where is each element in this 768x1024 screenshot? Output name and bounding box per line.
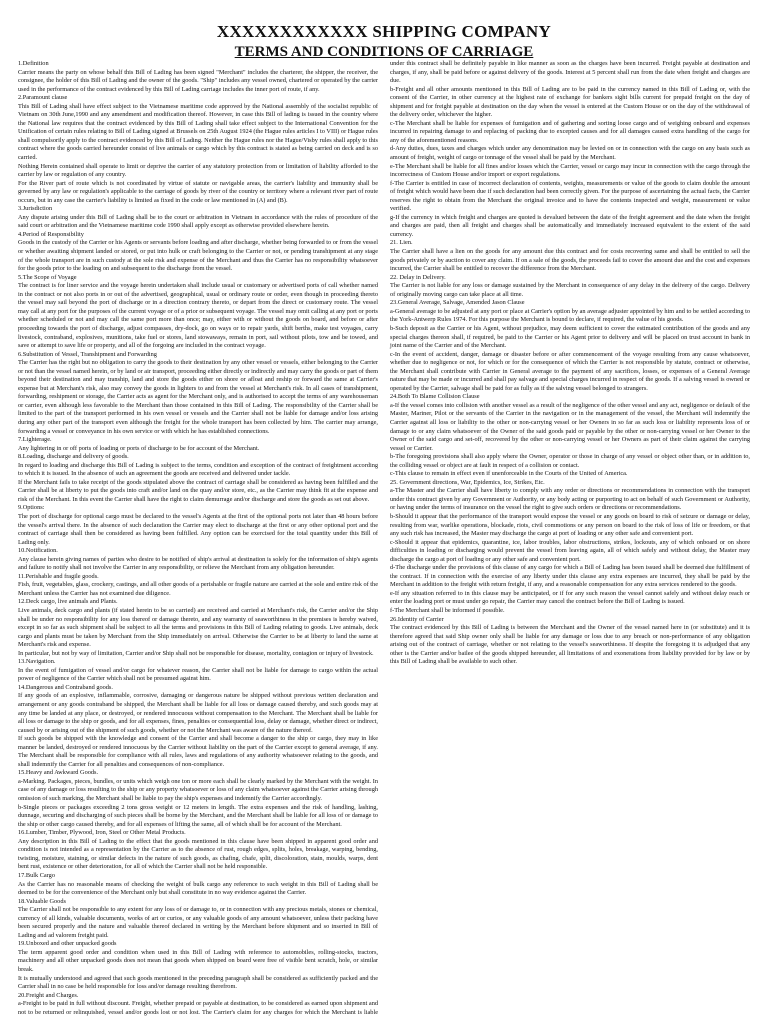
clause-paragraph: b-Freight and all other amounts mentioned in this Bill of Lading are to be paid in the currency named in this Bill of Lading or, with the consent of the Carrier, in other currency at the highest rate of exchange for bankers sight bills current for prepaid freight on the day of shipment and for freight payable at destination on the day when the vessel is entered at the Custom House or on the day of the withdrawal of the delivery order, whichever the higher.: [390, 85, 750, 119]
section-heading: 8.Loading, discharge and delivery of goods.: [18, 453, 129, 461]
section-heading: 20.Freight and Charges.: [18, 991, 79, 999]
clause-paragraph: d-The discharge under the provisions of this clause of any cargo for which a Bill of Lading has been issued shall be deemed due fulfillment of the contract. If in connection with the exercise of any liberty under this clause any extra expenses are incurred, they shall be paid by the Merchant in addition to the freight with return freight, if any, and a reasonable compensation for any extra services rendered to the goods.: [390, 564, 750, 589]
clause-paragraph: e-If any situation referred to in this clause may be anticipated, or if for any such reason the vessel cannot safely and without delay reach or enter the loading port or must under go repair, the Carrier may cancel the contract before the Bill of Lading is issued.: [390, 589, 750, 606]
clause-paragraph: If such goods be shipped with the knowledge and consent of the Carrier and shall become a danger to the ship or cargo, they may in like manner be landed, destroyed or rendered innocuous by the Carrier without liability on the part of the Carrier except to general average, if any. The Merchant shall be responsible for compliance with all rules, laws and regulations of any authority whatsoever relating to the goods, and shall indemnify the Carrier for all penalties and consequences of non-compliance.: [18, 735, 378, 768]
section-heading: 19.Unboxed and other unpacked goods: [18, 940, 117, 948]
clause-paragraph: a-Marking. Packages, pieces, bundles, or units which weigh one ton or more each shall be clearly marked by the Merchant with the weight. In case of any damage or loss resulting to the ship or any property whatsoever or loss of any claim whatsoever against the Carrier arising through omission of such marking, the Merchant shall be liable to pay the ship's expenses and indemnify the Carrier accordingly.: [18, 777, 378, 803]
clause-paragraph: Any dispute arising under this Bill of Lading shall be to the court or arbitration in Vietnam in accordance with the rules of procedure of the said court or arbitration and the Vietnamese maritime code 1990 shall apply except as otherwise provided elsewhere herein.: [18, 213, 378, 230]
clause-paragraph: d-Any duties, dues, taxes and charges which under any denomination may be levied on or in connection with the cargo on any basis such as amount of freight, weight of cargo or tonnage of the vessel shall be paid by the Merchant.: [390, 145, 750, 162]
clause-paragraph: g-If the currency in which freight and charges are quoted is devalued between the date of the freight agreement and the date when the freight and charges are paid, then all freight and charges shall be automatically and immediately increased equivalent to the extent of the said currency.: [390, 213, 750, 238]
clause-paragraph: As the Carrier has no reasonable means of checking the weight of bulk cargo any reference to such weight in this Bill of Lading shall be deemed to be for the convenience of the Merchant only but shall constitute in no way evidence against the Carrier.: [18, 880, 378, 897]
clause-paragraph: The term apparent good order and condition when used in this Bill of Lading with reference to automobiles, rolling-stocks, tractors, machinery and all other unpacked goods does not mean that goods when shipped on board were free of visible bent scratch, hole, or similar break.: [18, 948, 378, 973]
section-heading: 1.Definition: [18, 60, 49, 67]
clause-paragraph: The Carrier shall not be responsible to any extent for any loss of or damage to, or in connection with any precious metals, stones or chemical, currency of all kinds, valuable documents, works of art or curios, or any valuable goods of any amount whatsoever, unless their packing have been secured properly and the nature and valuable thereof declared in writing by the Merchant before shipment and so inserted in Bill of Lading and ad valorem freight paid.: [18, 906, 378, 939]
section-heading: 24.Both To Blame Collision Clause: [390, 393, 480, 401]
clause-paragraph: a-Freight to be paid in full without discount. Freight, whether prepaid or payable at destination, to be considered as earned upon shipment and not to be returned or relinquished, vessel and/or goods lost or not lost. The Carrier's claim for any charges for which the Merchant is liable under this contract shall be definitely payable in like manner as soon as the charges have been incurred. Freight payable at destination and charges, if any, shall be paid before or against delivery of the goods. Interest at 5 percent shall run from the date when freight and charges are due.: [18, 60, 750, 1016]
section-heading: 26.Identity of Carrier: [390, 615, 444, 623]
clause-paragraph: The contract evidenced by this Bill of Lading is between the Merchant and the Owner of the vessel named here in (or substitute) and it is therefore agreed that said Ship owner only shall be liable for any damage or loss due to any breach or non-performance of any obligation arising out of the contract of carriage, whether or not relating to the vessel's seaworthiness. If despite the foregoing it is adjudged that any other is the Carrier and/or bailee of the goods shipped hereunder, all limitations of and exonerations from liability provided for by law or by this Bill of Lading shall be available to such other.: [390, 624, 750, 666]
clause-paragraph: The contract is for liner service and the voyage herein undertaken shall include usual or customary or advertised ports of call whether named in the contract or not also ports in or out of the advertised, geographical, usual or ordinary route or order, even though in proceeding thereto the vessel may sail beyond the port of discharge or in a direction contrary thereto, or depart from the direct or customary route. The vessel may call at any port for the purposes of the current voyage or of a prior or subsequent voyage. The vessel may omit calling at any port or ports whether scheduled or not and may call the same port more than once; may, either with or without the goods on board, and before or after proceeding towards the port of discharge, adjust compasses, dry-dock, go on ways or to repair yards, shift berths, make test voyages, carry livestock, contraband, explosives, munitions, take fuel or stores, land stowaways, remain in port, sail without pilots, tow and be towed, and save or attempt to save life or property, and all of the forgoing are included in the contract voyage.: [18, 282, 378, 350]
clause-paragraph: a-General average to be adjusted at any port or place at Carrier's option by an average adjuster appointed by him and to be settled according to the York-Antwerp Rules 1974. For this purpose the Merchant is bound to declare, if required, the value of his goods.: [390, 307, 750, 324]
clause-paragraph: Fish, fruit, vegetables, glass, crockery, castings, and all other goods of a perishable or fragile nature are carried at the sole and entire risk of the Merchant unless the Carrier has not examined due diligence.: [18, 581, 378, 597]
clause-paragraph: Goods in the custody of the Carrier or his Agents or servants before loading and after discharge, whether being forwarded to or from the vessel or whether awaiting shipment landed or stored, or put into hulk or craft belonging to the Carrier or not, or pending transhipment at any stage of the whole transport are in such custody at the sole risk and expense of the Merchant and thus the Carrier has no responsibility whatsoever for the goods prior to the loading on and subsequent to the discharge from the vessel.: [18, 239, 378, 273]
section-heading: 22. Delay in Delivery.: [390, 273, 446, 281]
clause-paragraph: f-The Carrier is entitled in case of incorrect declaration of contents, weights, measurements or value of the goods to claim double the amount of freight which would have been due if such declaration had been correctly given. For the purpose of ascertaining the actual facts, the Carrier reserves the right to obtain from the Merchant the original invoice and to have the contents inspected and weight, measurement or value verified.: [390, 179, 750, 213]
clause-paragraph: Any description in this Bill of Lading to the effect that the goods mentioned in this clause have been shipped in apparent good order and condition is not intended as a representation by the Carrier as to the absence of rust, rough edges, splits, holes, breakage, warping, bending, twisting, moisture, staining, or similar defects in the nature of such goods, as chafing, chafe, split, discoloration, stain, moulds, warps, dent bent rust, existence or other deterioration, for all of which the Carrier shall not be held responsible.: [18, 837, 378, 871]
section-heading: 3.Jurisdiction: [18, 205, 53, 213]
section-heading: 14.Dangerous and Contraband goods.: [18, 683, 113, 691]
section-heading: 23.General Average, Salvage, Amended Jason Clause: [390, 299, 525, 307]
section-heading: 4.Period of Responsibility: [18, 230, 84, 238]
clause-paragraph: Carrier means the party on whose behalf this Bill of Lading has been signed "Merchant" includes the charterer, the shipper, the receiver, the consignee, the holder of this Bill of Lading and the owner of the goods. "Ship" includes any vessel owned, chartered or operated by the carrier used in the performance of the contract evidenced by this Bill of Lading carriage includes the inner port of route, if any.: [18, 68, 378, 93]
section-heading: 7.Lighterage.: [18, 436, 52, 444]
section-heading: 2.Paramount clause: [18, 94, 68, 102]
clause-paragraph: Any clause herein giving names of parties who desire to be notified of ship's arrival at destination is solely for the information of ship's agents and failure to notify shall not involve the Carrier in any responsibility, or relieve the Merchant from any obligation hereunder.: [18, 555, 378, 572]
section-heading: 5.The Scope of Voyage: [18, 273, 77, 281]
section-heading: 13.Navigation.: [18, 658, 56, 666]
document-title: TERMS AND CONDITIONS OF CARRIAGE: [234, 44, 534, 60]
clause-paragraph: The Carrier is not liable for any loss or damage sustained by the Merchant in consequence of any delay in the delivery of the cargo. Delivery of originally moving cargo can take place at all time.: [390, 282, 750, 298]
clause-paragraph: Any lightering in or off ports of loading or ports of discharge to be for account of the Merchant.: [18, 444, 260, 452]
clause-paragraph: f-The Merchant shall be informed if possible.: [390, 607, 505, 614]
clause-paragraph: a-If the vessel comes into collision with another vessel as a result of the negligence of the other vessel and any act, negligence or default of the Master, Mariner, Pilot or the servants of the Carrier in the navigation or in the management of the vessel, the Merchant will indemnify the Carrier against all loss or liability to the other or non-carrying vessel or her Owners in so far as such loss or liability represents loss of or damage to or any claim whatsoever of the Owner of the said goods paid or payable by the other or non-carrying vessel or her Owner to the Owner of the said cargo and set-off, recovered by the other or non-carrying vessel or her Owners as part of their claim against the carrying vessel or Carrier.: [390, 401, 750, 452]
clause-paragraph: The Carrier has the right but no obligation to carry the goods to their destination by any other vessel or vessels, either belonging to the Carrier or not than the vessel named herein, or by land or air transport, proceeding either directly or indirectly and may carry the goods or part of them beyond their destination and may tranship, land and store the goods either on shore or afloat and reship or forward the same at Carrier's expense but at Merchant's risk, also may convey the goods in lighters to and from the vessel at Merchant's risk. In all cases of transhipment, forwarding, reshipment or storage, the Carrier acts as agent for the Merchant only, and is authorised to accept the terms of any warehouseman or carrier, even although less favorable to the Merchant than those contained in this Bill of Lading. The responsibility of the Carrier shall be limited to the part of the transport performed in his own vessel or vessels and the Carrier shall not be liable for damage and/or loss arising during any other part of the transport even although the freight for the whole transport has been collected by him. The carrier may arrange, forwarding a vessel or conveyance in his own service or with which he has established connections.: [18, 359, 378, 435]
document-header: [0, 22, 768, 61]
section-heading: 15.Heavy and Awkward Goods.: [18, 769, 99, 777]
section-heading: 9.Options:: [18, 504, 45, 512]
clause-paragraph: In particular, but not by way of limitation, Carrier and/or Ship shall not be responsible for disease, mortality, contagion or injury of livestock.: [18, 649, 374, 657]
clause-paragraph: This Bill of Lading shall have effect subject to the Vietnamese maritime code approved by the National assembly of the socialist republic of Vietnam on 30th June,1990 and any amendment and modification thereof. However, in case this Bill of lading is issued in the country where the National law requires that the contract evidenced by this Bill of Lading shall take effect subject to the International Convention for the Unification of certain rules relating to Bill of Lading signed at Brussels on 25th August 1924 (the Hague rules articles I to VIII) or Hague rules shall compulsorily apply to the contract evidenced by this Bill of Lading. Neither the Hague rules nor the Hague/Visby rules shall apply to this contract where the goods carried hereunder consist of live animals or cargo which by this contract is stated as being carried on deck and is so carried.: [18, 102, 378, 162]
clause-paragraph: If any goods of an explosive, inflammable, corrosive, damaging or dangerous nature be shipped without previous written declaration and arrangement or any goods contraband be shipped, the Merchant shall be liable for all loss or damage caused thereby, and such goods may at any time be landed at any place, or destroyed, or rendered innocuous without compensation to the Merchant. The Merchant shall be liable for all loss or damage to the ship or goods, and for all expenses, fines, penalties or consequential loss, delay or damage, whether direct or indirect, caused by or arising out of the shipment of such goods, whether or not the Merchant was aware of the nature thereof.: [18, 692, 378, 734]
clause-paragraph: c-Should it appear that epidemics, quarantine, ice, labor troubles, labor obstructions, strikes, lockouts, any of which onboard or on shore difficulties in loading or discharging would prevent the vessel from leaving again, all of which safely and without delay, the Master may discharge the cargo at port of loading or any other safe and convenient port.: [390, 538, 750, 563]
clause-paragraph: b-The foregoing provisions shall also apply where the Owner, operator or those in charge of any vessel or object other than, or in addition to, the colliding vessel or object are at fault in respect of a collision or contact.: [390, 453, 750, 469]
clause-paragraph: In the event of fumigation of vessel and/or cargo for whatever reason, the Carrier shall not be liable for damage to cargo within the actual power of negligence of the Carrier which shall not be presumed against him.: [18, 666, 378, 683]
clause-paragraph: b-Such deposit as the Carrier or his Agent, without prejudice, may deem sufficient to cover the estimated contribution of the goods and any special charges thereon shall, if required, be paid to the Carrier or his Agent prior to delivery and will be placed on trust account in bank in joint name of the Carrier and of the Merchant.: [390, 324, 750, 350]
section-heading: 21. Lien.: [390, 239, 413, 247]
clause-paragraph: Nothing Herein contained shall operate to limit or deprive the carrier of any statutory protection from or limitation of liability afforded to the carrier by law or regulation of any country.: [18, 162, 378, 179]
terms-body: [18, 60, 750, 1024]
company-name: XXXXXXXXXXXX SHIPPING COMPANY: [216, 22, 552, 41]
clause-paragraph: Live animals, deck cargo and plants (if stated herein to be so carried) are received and carried at Merchant's risk, the Carrier and/or the Ship shall be under no responsibility for any loss thereof or damage thereto, and any warranty of seaworthiness in the premises is hereby waived, except in so far as such shipment shall be subject to all the terms and provisions in this Bill of Lading relating to goods. Live animals, deck cargo and plants must be taken by Merchant from the Ship immediately on arrival. Otherwise the Carrier to be at liberty to land the same at Merchant's risk and expense.: [18, 607, 378, 649]
clause-paragraph: For the River part of route which is not coordinated by virtue of statute or navigable areas, the carrier's liability and immunity shall be governed by any law or regulation's applicable to the carriage of goods by river of the country or territory where a relevant river part of route occurs, but in any case the carrier's liability is limited as fixed in the code or law mentioned in (A) and (B).: [18, 179, 378, 204]
section-heading: 6.Substitution of Vessel, Transhipment and Forwarding: [18, 350, 157, 358]
section-heading: 11.Perishable and fragile goods.: [18, 572, 99, 580]
section-heading: 25. Government directions, War, Epidemics, Ice, Strikes, Etc.: [390, 478, 545, 486]
clause-paragraph: If the Merchant fails to take receipt of the goods stipulated above the contract of carriage shall be considered as having been fulfilled and the Carrier shall be at liberty to put the goods into craft and/or land on the quay and/or store, etc., as the Carrier may think fit at the expense and risk of the Merchant. In this event the Carrier shall have the right to claim demurrage and/or discharge and store the goods as set out above.: [18, 478, 378, 503]
clause-paragraph: The Carrier shall have a lien on the goods for any amount due this contract and for costs recovering same and shall be entitled to sell the goods privately or by auction to cover any claim. If on a sale of the goods, the proceeds fail to cover the amount due and the cost and expenses incurred, the Carrier shall be entitled to recover the difference from the Merchant.: [390, 248, 750, 273]
section-heading: 10.Notification.: [18, 547, 58, 555]
section-heading: 18.Valuable Goods: [18, 897, 66, 905]
clause-paragraph: c-In the event of accident, danger, damage or disaster before or after commencement of the voyage resulting from any cause whatsoever, whether due to negligence or not, for which or for the consequence of which the Carrier is not responsible by statute, contract or otherwise, the Merchant shall contribute with Carrier in General average to the payment of any sacrifices, losses, or expenses of a General Average nature that may be made or incurred and shall pay salvage and special charges incurred in respect of the goods. If a salving vessel is owned or operated by the Carrier, salvage shall be paid for as fully as if the salving vessel belonged to strangers.: [390, 350, 750, 392]
section-heading: 12.Deck cargo, live animals and Plants.: [18, 598, 118, 606]
clause-paragraph: a-The Master and the Carrier shall have liberty to comply with any order or directions or recommendations in connection with the transport under this contract given by any Government or Authority, or any body acting or purporting to act on behalf of such Government or Authority, or having under the terms of insurance on the vessel the right to give such orders or directions or recommendations.: [390, 487, 750, 512]
clause-paragraph: In regard to loading and discharge this Bill of Lading is subject to the terms, condition and exception of the contract of freightment according to which it is issued. In the absence of such an agreement the goods are received and delivered under tackle.: [18, 461, 378, 478]
section-heading: 17.Bulk Cargo: [18, 871, 55, 879]
section-heading: 16.Lumber, Timber, Plywood, Iron, Steel or Other Metal Products.: [18, 829, 186, 837]
clause-paragraph: b-Should it appear that the performance of the transport would expose the vessel or any goods on board to risk of seizure or damage or delay, resulting from war, warlike operations, blockade, riots, civil commotions or any person on board to the risk of loss of life or freedom, or that any such risk has increased, the Master may discharge the cargo at port of loading or any other safe and convenient port.: [390, 512, 750, 538]
clause-paragraph: c-The Merchant shall be liable for expenses of fumigation and of gathering and sorting loose cargo and of weighing onboard and expenses incurred in repairing damage to and replacing of packing due to excepted causes and for all damages caused extra handling of the cargo for any of the aforementioned reasons.: [390, 119, 750, 144]
clause-paragraph: b-Single pieces or packages exceeding 2 tons gross weight or 12 meters in length. The extra expenses and the risk of handling, lashing, dunnage, securing and discharging of such pieces shall be borne by the Merchant, and the Merchant shall be liable for all loss of or damage to the ship or other cargo caused thereby, and for all expenses of lifting the same, all of which shall be for account of the Merchant.: [18, 803, 378, 828]
clause-paragraph: e-The Merchant shall be liable for all fines and/or losses which the Carrier, vessel or cargo may incur in connection with the cargo through the incorrectness of Custom House and/or import or export regulations.: [390, 162, 750, 179]
clause-paragraph: It is mutually understood and agreed that such goods mentioned in the preceding paragraph shall be considered as sufficiently packed and the Carrier shall in no case be held responsible for loss and/or damage resulting therefrom.: [18, 974, 378, 991]
clause-paragraph: c-This clause to remain in effect even if unenforceable in the Courts of the United of America.: [390, 470, 628, 478]
clause-paragraph: The port of discharge for optional cargo must be declared to the vessel's Agents at the first of the optional ports not later than 48 hours before the vessel's arrival there. In the absence of such declaration the Carrier may elect to discharge at the first or any other optional port and the contract of carriage shall then be considered as having been fulfilled. Any option can be exercised for the total quantity under this Bill of Lading only.: [18, 512, 378, 546]
